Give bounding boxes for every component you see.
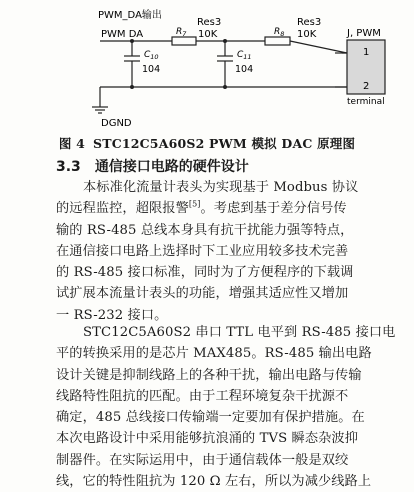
label-res3-a: Res3 xyxy=(197,17,222,28)
text-line: 的 RS-485 接口标准，同时为了方便程序的下载调 xyxy=(56,265,354,281)
figure-caption-text: STC12C5A60S2 PWM 模拟 DAC 原理图 xyxy=(92,136,356,151)
resistor-r7 xyxy=(172,37,196,45)
section-heading xyxy=(56,156,249,176)
text-line: 的远程监控，超限报警[5]。考虑到基于差分信号传 xyxy=(56,199,347,217)
text-line: 在通信接口电路上选择时下工业应用较多技术完善 xyxy=(56,243,349,259)
label-terminal: terminal xyxy=(347,97,385,107)
label-r7: $R_7$ xyxy=(176,27,187,38)
label-r8: $R_8$ xyxy=(274,27,285,38)
label-connector: J, PWM xyxy=(347,28,381,39)
label-pwm-out: PWM_DA输出 xyxy=(98,10,162,21)
text-line: 线，它的特性阻抗为 120 Ω 左右，所以为减少线路上 xyxy=(56,474,372,490)
paragraph-2 xyxy=(56,322,402,492)
label-res3-b: Res3 xyxy=(297,17,322,28)
text-line: 本标准化流量计表头为实现基于 Modbus 协议 xyxy=(83,180,359,195)
label-pin1: 1 xyxy=(363,47,370,58)
section-number: 3.3 xyxy=(56,159,81,175)
text-line: 试扩展本流量计表头的功能，增强其适应性又增加 xyxy=(56,286,349,302)
figure-caption xyxy=(0,134,414,152)
wire-right xyxy=(290,41,347,53)
label-c10-val: 104 xyxy=(142,64,161,75)
text-line: 平的转换采用的是芯片 MAX485。RS-485 输出电路 xyxy=(56,346,372,362)
junction-dot xyxy=(130,85,134,89)
text-line: 一 RS-232 接口。 xyxy=(56,307,168,323)
pwm-dac-schematic xyxy=(0,0,414,132)
resistor-r8 xyxy=(265,37,290,45)
label-pin2: 2 xyxy=(363,81,370,92)
junction-dot xyxy=(223,85,227,89)
figure-number: 图 4 xyxy=(58,136,85,151)
text-line: 制器件。在实际运用中，由于通信载体一般是双绞 xyxy=(56,452,349,468)
label-c11-val: 104 xyxy=(235,64,254,75)
paragraph-1 xyxy=(56,177,402,326)
text-line: STC12C5A60S2 串口 TTL 电平到 RS-485 接口电 xyxy=(83,325,396,340)
text-line: 确定，485 总线接口传输端一定要加有保护措施。在 xyxy=(56,410,365,426)
label-c11: $C_{11}$ xyxy=(237,50,252,61)
junction-dot xyxy=(223,39,227,43)
text-line: 本次电路设计中采用能够抗浪涌的 TVS 瞬态杂波抑 xyxy=(56,431,358,447)
label-dgnd: DGND xyxy=(101,118,132,129)
label-res3-a-val: 10K xyxy=(198,29,218,40)
text-line: 线路特性阻抗的匹配。由于工程环境复杂干扰源不 xyxy=(56,388,349,404)
section-title: 通信接口电路的硬件设计 xyxy=(94,159,249,175)
label-pwm-da: PWM DA xyxy=(101,29,144,40)
citation: [5] xyxy=(188,199,201,209)
label-c10: $C_{10}$ xyxy=(144,50,159,61)
text-line: 设计关键是抑制线路上的各种干扰，输出电路与传输 xyxy=(56,367,362,383)
label-res3-b-val: 10K xyxy=(297,29,317,40)
text-line: 输的 RS-485 总线本身具有抗干扰能力强等特点， xyxy=(56,222,354,238)
